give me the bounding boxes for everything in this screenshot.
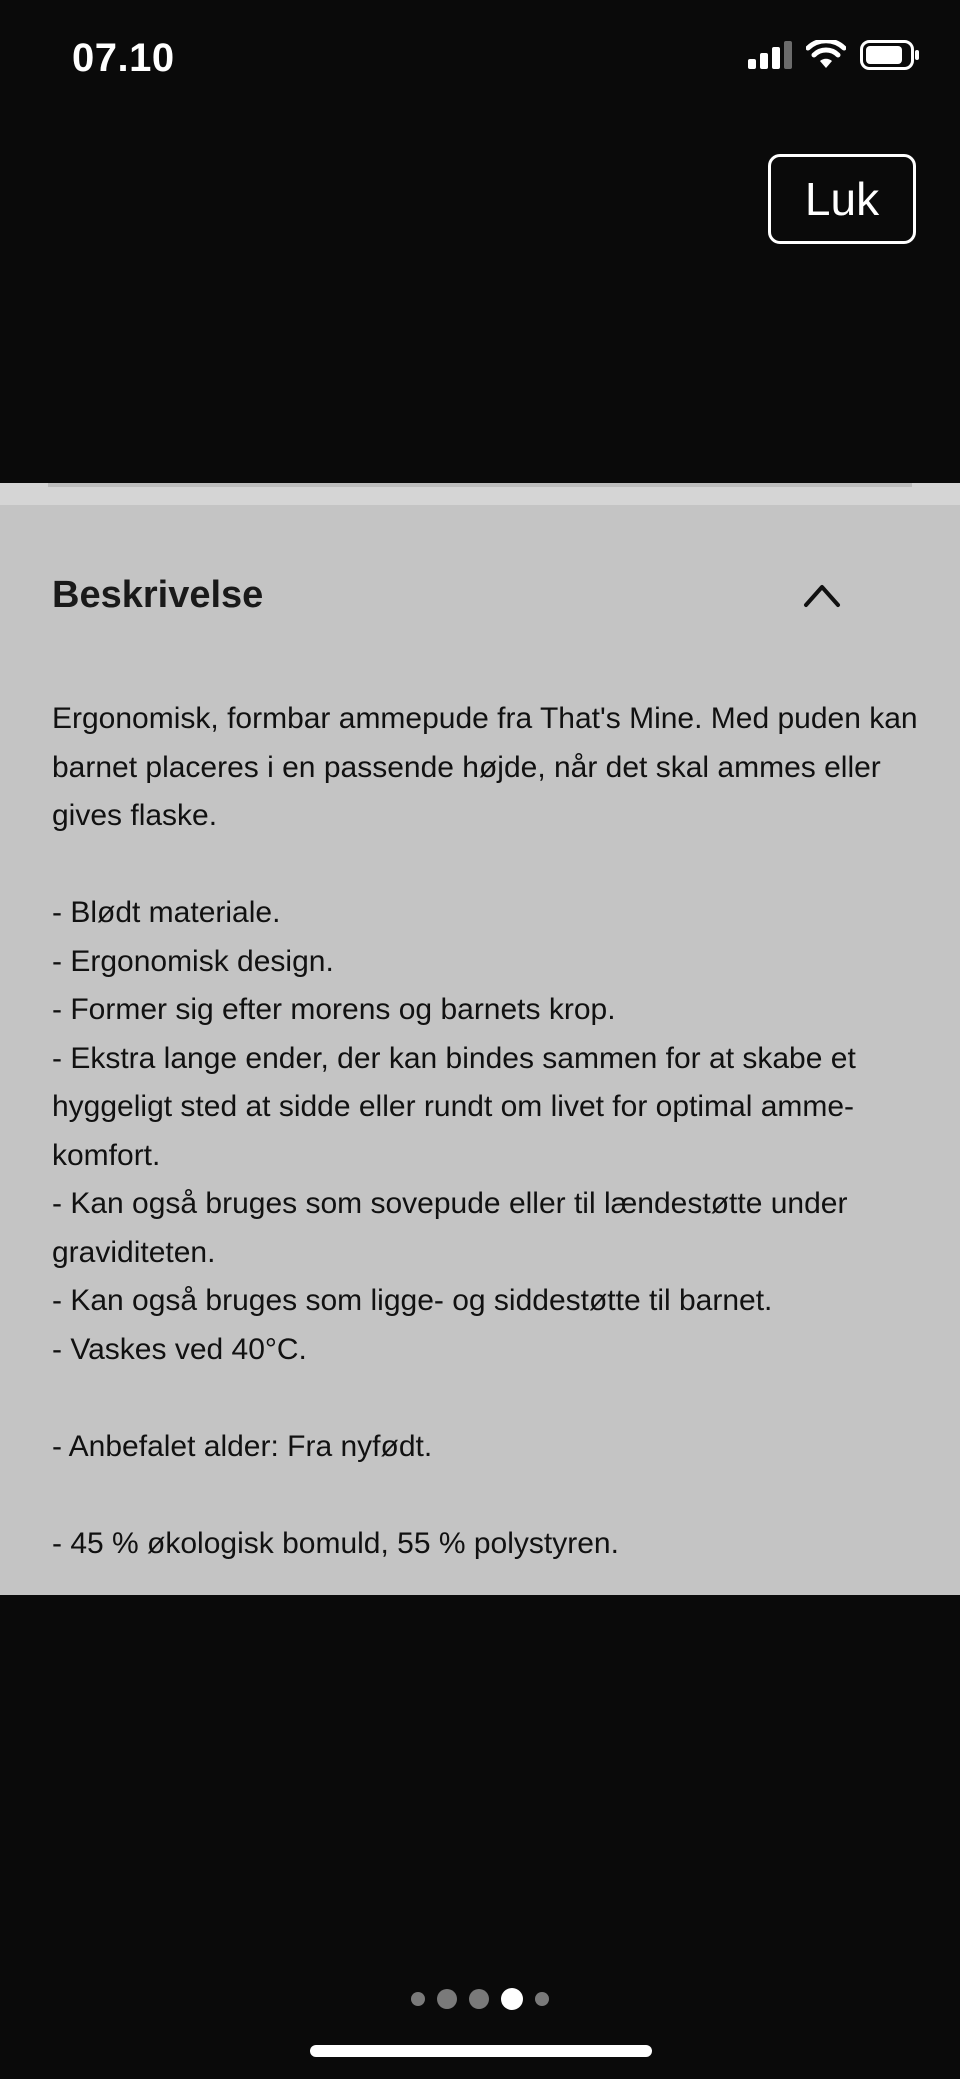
list-item: - Ekstra lange ender, der kan bindes sammen for at skabe et hyggeligt sted at sidde eller rundt om livet for optimal amme-komfort. bbox=[52, 1041, 856, 1172]
signal-icon bbox=[748, 41, 792, 69]
sheet-divider bbox=[48, 483, 912, 487]
status-icons bbox=[748, 40, 920, 70]
description-intro: Ergonomisk, formbar ammepude fra That's Mine. Med puden kan barnet placeres i en passende højde, når det skal ammes eller gives flaske. bbox=[52, 702, 918, 832]
description-sheet bbox=[0, 505, 960, 1595]
description-text bbox=[52, 695, 922, 1568]
wifi-icon bbox=[806, 40, 846, 70]
list-item: - Former sig efter morens og barnets krop. bbox=[52, 993, 616, 1026]
page-dot[interactable] bbox=[437, 1989, 457, 2009]
home-indicator[interactable] bbox=[310, 2045, 652, 2057]
chevron-up-icon[interactable] bbox=[800, 577, 844, 613]
close-button[interactable]: Luk bbox=[768, 154, 916, 244]
list-item: - Ergonomisk design. bbox=[52, 944, 334, 978]
section-title: Beskrivelse bbox=[52, 574, 264, 616]
page-dot[interactable] bbox=[535, 1992, 549, 2006]
page-indicator[interactable] bbox=[0, 1988, 960, 2010]
description-accordion-header[interactable] bbox=[0, 565, 960, 625]
list-item: - Kan også bruges som ligge- og siddestøtte til barnet. bbox=[52, 1284, 773, 1317]
list-item: - Kan også bruges som sovepude eller til lændestøtte under graviditeten. bbox=[52, 1187, 848, 1269]
page-dot[interactable] bbox=[469, 1989, 489, 2009]
list-item: - Vaskes ved 40°C. bbox=[52, 1332, 307, 1366]
status-bar bbox=[0, 0, 960, 120]
list-item: - Blødt materiale. bbox=[52, 896, 281, 929]
age-info: - Anbefalet alder: Fra nyfødt. bbox=[52, 1429, 433, 1463]
material-info: - 45 % økologisk bomuld, 55 % polystyren. bbox=[52, 1526, 619, 1560]
page-dot-active[interactable] bbox=[501, 1988, 523, 2010]
page-dot[interactable] bbox=[411, 1992, 425, 2006]
battery-icon bbox=[860, 40, 920, 70]
status-time: 07.10 bbox=[72, 36, 175, 80]
